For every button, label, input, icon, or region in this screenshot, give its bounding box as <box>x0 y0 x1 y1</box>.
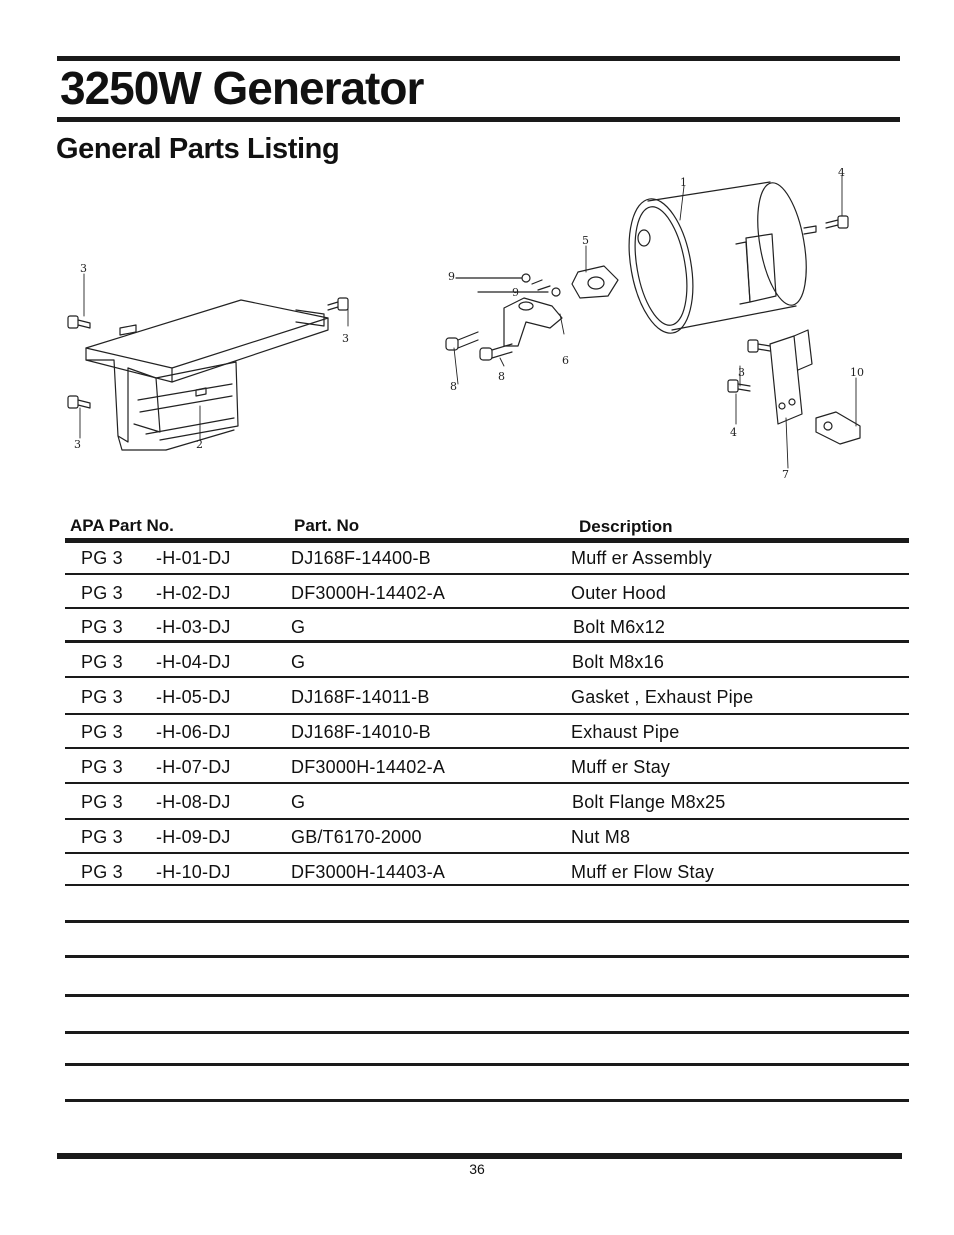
table-header-rule <box>65 538 909 543</box>
part-number: DJ168F-14011-B <box>291 687 430 707</box>
part-description: Bolt Flange M8x25 <box>572 792 726 812</box>
part-number: G <box>291 792 306 812</box>
apa-suffix: -H-04-DJ <box>156 652 231 672</box>
apa-suffix: -H-08-DJ <box>156 792 231 812</box>
apa-prefix: PG 3 <box>81 722 123 742</box>
page-title: 3250W Generator <box>60 62 424 114</box>
row-divider <box>65 640 909 643</box>
apa-prefix: PG 3 <box>81 687 123 707</box>
apa-prefix: PG 3 <box>81 827 123 847</box>
part-description: Exhaust Pipe <box>571 722 680 742</box>
callout-3: 3 <box>80 262 87 275</box>
empty-row-divider <box>65 1099 909 1102</box>
empty-row-divider <box>65 1063 909 1066</box>
part-number: DF3000H-14403-A <box>291 862 446 882</box>
muffler-drawing <box>620 179 816 338</box>
callout-8b: 8 <box>498 370 505 383</box>
apa-suffix: -H-06-DJ <box>156 722 231 742</box>
apa-suffix: -H-01-DJ <box>156 548 231 568</box>
row-divider <box>65 782 909 784</box>
outer-hood-drawing <box>86 300 328 450</box>
empty-row-divider <box>65 920 909 923</box>
apa-prefix: PG 3 <box>81 862 123 882</box>
exhaust-parts-drawing <box>456 266 618 346</box>
row-divider <box>65 884 909 886</box>
page-number: 36 <box>469 1161 485 1177</box>
part-number: DJ168F-14400-B <box>291 548 431 568</box>
part-number: G <box>291 617 306 637</box>
apa-suffix: -H-07-DJ <box>156 757 231 777</box>
row-divider <box>65 573 909 575</box>
part-description: Muff er Stay <box>571 757 671 777</box>
row-divider <box>65 713 909 715</box>
part-description: Bolt M6x12 <box>573 617 666 637</box>
part-description: Outer Hood <box>571 583 667 603</box>
part-description: Muff er Assembly <box>571 548 712 568</box>
apa-suffix: -H-09-DJ <box>156 827 231 847</box>
callout-9: 9 <box>448 270 455 283</box>
muffler-stay-drawing <box>770 330 812 424</box>
leader-lines-left <box>80 274 348 440</box>
part-description: Gasket , Exhaust Pipe <box>571 687 754 707</box>
callout-5: 5 <box>582 234 589 247</box>
empty-row-divider <box>65 955 909 958</box>
col-header-apa-part-no: APA Part No. <box>70 516 174 535</box>
part-number: DF3000H-14402-A <box>291 757 446 777</box>
apa-prefix: PG 3 <box>81 617 123 637</box>
apa-suffix: -H-10-DJ <box>156 862 231 882</box>
callout-9b: 9 <box>512 286 519 299</box>
part-description: Nut M8 <box>571 827 631 847</box>
row-divider <box>65 747 909 749</box>
apa-prefix: PG 3 <box>81 652 123 672</box>
flow-stay-drawing <box>816 412 860 444</box>
empty-row-divider <box>65 1031 909 1034</box>
row-divider <box>65 818 909 820</box>
apa-prefix: PG 3 <box>81 583 123 603</box>
footer-rule <box>57 1153 902 1159</box>
empty-row-divider <box>65 994 909 997</box>
row-divider <box>65 676 909 678</box>
callout-10: 10 <box>850 366 864 379</box>
callout-4: 4 <box>838 168 845 179</box>
leader-lines-right <box>454 176 856 468</box>
part-number: G <box>291 652 306 672</box>
callout-2: 2 <box>196 438 203 451</box>
callout-3b: 3 <box>74 438 81 451</box>
callout-1: 1 <box>680 176 687 189</box>
callout-8: 8 <box>450 380 457 393</box>
part-number: GB/T6170-2000 <box>291 827 422 847</box>
apa-suffix: -H-03-DJ <box>156 617 231 637</box>
apa-prefix: PG 3 <box>81 548 123 568</box>
part-number: DF3000H-14402-A <box>291 583 446 603</box>
part-number: DJ168F-14010-B <box>291 722 431 742</box>
section-title: General Parts Listing <box>56 133 340 165</box>
col-header-part-no: Part. No <box>294 516 360 535</box>
apa-suffix: -H-02-DJ <box>156 583 231 603</box>
apa-prefix: PG 3 <box>81 792 123 812</box>
callout-7: 7 <box>782 468 789 481</box>
callout-4b: 4 <box>730 426 737 439</box>
exploded-parts-diagram <box>56 168 916 490</box>
callout-3c: 3 <box>342 332 349 345</box>
apa-prefix: PG 3 <box>81 757 123 777</box>
callout-3d: 3 <box>738 366 745 379</box>
apa-suffix: -H-05-DJ <box>156 687 231 707</box>
row-divider <box>65 852 909 854</box>
callout-6: 6 <box>562 354 569 367</box>
part-description: Bolt M8x16 <box>572 652 665 672</box>
row-divider <box>65 607 909 609</box>
col-header-description: Description <box>579 517 673 536</box>
title-underline <box>57 117 900 122</box>
part-description: Muff er Flow Stay <box>571 862 715 882</box>
